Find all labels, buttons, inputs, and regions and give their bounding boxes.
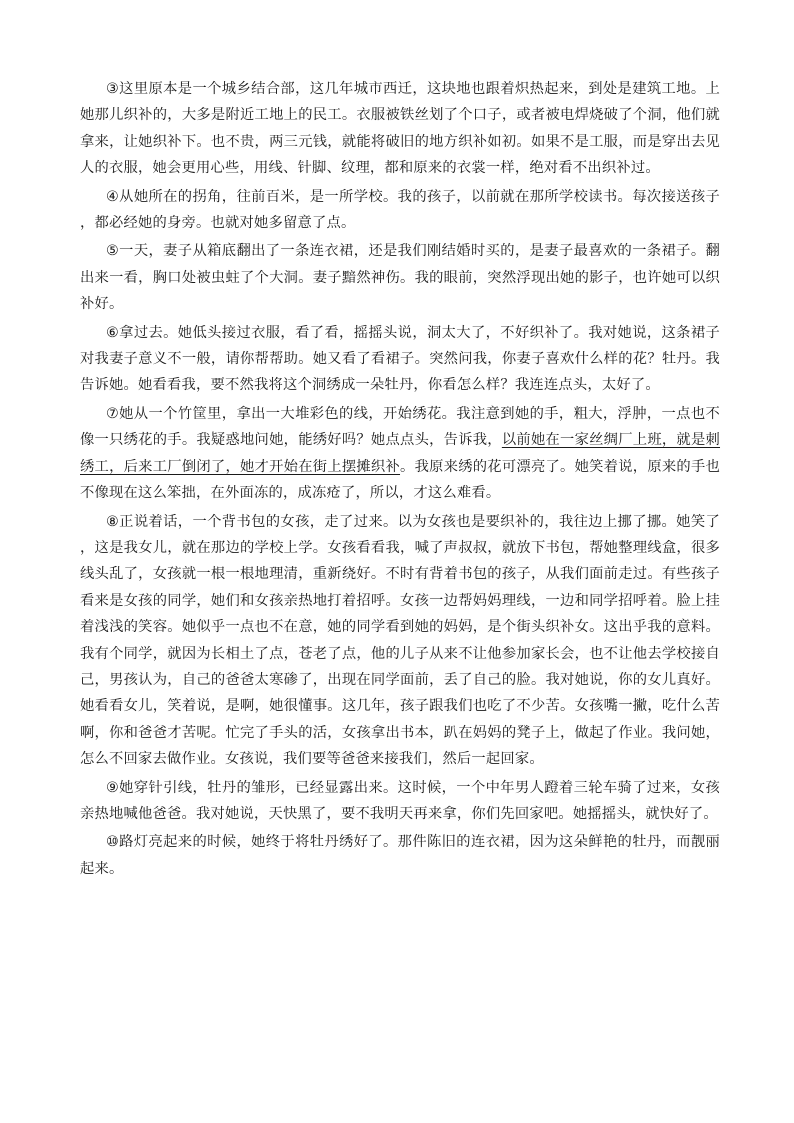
paragraph-6: ⑥拿过去。她低头接过衣服，看了看，摇摇头说，洞太大了，不好织补了。我对她说，这条裙子对我妻子意义不一般，请你帮帮助。她又看了看裙子。突然问我，你妻子喜欢什么样的花？牡丹。我告诉她。她看看我，要不然我将这个洞绣成一朵牡丹，你看怎么样？我连连点头，太好了。 (80, 324, 720, 394)
paragraph-5: ⑤一天，妻子从箱底翻出了一条连衣裙，还是我们刚结婚时买的，是妻子最喜欢的一条裙子。翻出来一看，胸口处被虫蛀了个大洞。妻子黯然神伤。我的眼前，突然浮现出她的影子，也许她可以织补好。 (80, 243, 720, 313)
paragraph-8: ⑧正说着话，一个背书包的女孩，走了过来。以为女孩也是要织补的，我往边上挪了挪。她笑了，这是我女儿，就在那边的学校上学。女孩看看我，喊了声叔叔，就放下书包，帮她整理线盒，很多线头乱了，女孩就一根一根地理清，重新绕好。不时有背着书包的孩子，从我们面前走过。有些孩子看来是女孩的同学，她们和女孩亲热地打着招呼。女孩一边帮妈妈理线，一边和同学招呼着。脸上挂着浅浅的笑容。她似乎一点也不在意，她的同学看到她的妈妈，是个街头织补女。这出乎我的意料。我有个同学，就因为长相土了点，苍老了点，他的儿子从来不让他参加家长会，也不让他去学校接自己，男孩认为，自己的爸爸太寒碜了，出现在同学面前，丢了自己的脸。我对她说，你的女儿真好。她看看女儿，笑着说，是啊，她很懂事。这几年，孩子跟我们也吃了不少苦。女孩嘴一撇，吃什么苦啊，你和爸爸才苦呢。忙完了手头的活，女孩拿出书本，趴在妈妈的凳子上，做起了作业。我问她，怎么不回家去做作业。女孩说，我们要等爸爸来接我们，然后一起回家。 (80, 513, 720, 768)
article-body (80, 76, 720, 882)
paragraph-4: ④从她所在的拐角，往前百米，是一所学校。我的孩子，以前就在那所学校读书。每次接送孩子，都必经她的身旁。也就对她多留意了点。 (80, 188, 720, 232)
paragraph-7-text-before: ⑦她从一个竹筐里，拿出一大堆彩色的线，开始绣花。我注意到她的手，粗大，浮肿，一点也不像一只绣花的手。我疑惑地问她，能绣好吗？她点点头，告诉我， (80, 405, 720, 449)
paragraph-9: ⑨她穿针引线，牡丹的雏形，已经显露出来。这时候，一个中年男人蹬着三轮车骑了过来，女孩亲热地喊他爸爸。我对她说，天快黑了，要不我明天再来拿，你们先回家吧。她摇摇头，就快好了。 (80, 779, 720, 822)
paragraph-7-text-after: 。我原来绣的花可漂亮了。她笑着说，原来的手也不像现在这么笨拙，在外面冻的，成冻疮了，所以，才这么难看。 (80, 458, 720, 502)
paragraph-10: ⑩路灯亮起来的时候，她终于将牡丹绣好了。那件陈旧的连衣裙，因为这朵鲜艳的牡丹，而靓丽起来。 (80, 834, 720, 877)
paragraph-7 (80, 401, 720, 507)
paragraph-3: ③这里原本是一个城乡结合部，这几年城市西迁，这块地也跟着炽热起来，到处是建筑工地。上她那儿织补的，大多是附近工地上的民工。衣服被铁丝划了个口子，或者被电焊烧破了个洞，他们就拿来，让她织补下。也不贵，两三元钱，就能将破旧的地方织补如初。如果不是工服，而是穿出去见人的衣服，她会更用心些，用线、针脚、纹理，都和原来的衣裳一样，绝对看不出织补过。 (80, 81, 720, 177)
paragraph-7-underlined-text: 以前她在一家丝绸厂上班，就是刺绣工，后来工厂倒闭了，她才开始在街上摆摊织补 (80, 432, 721, 475)
